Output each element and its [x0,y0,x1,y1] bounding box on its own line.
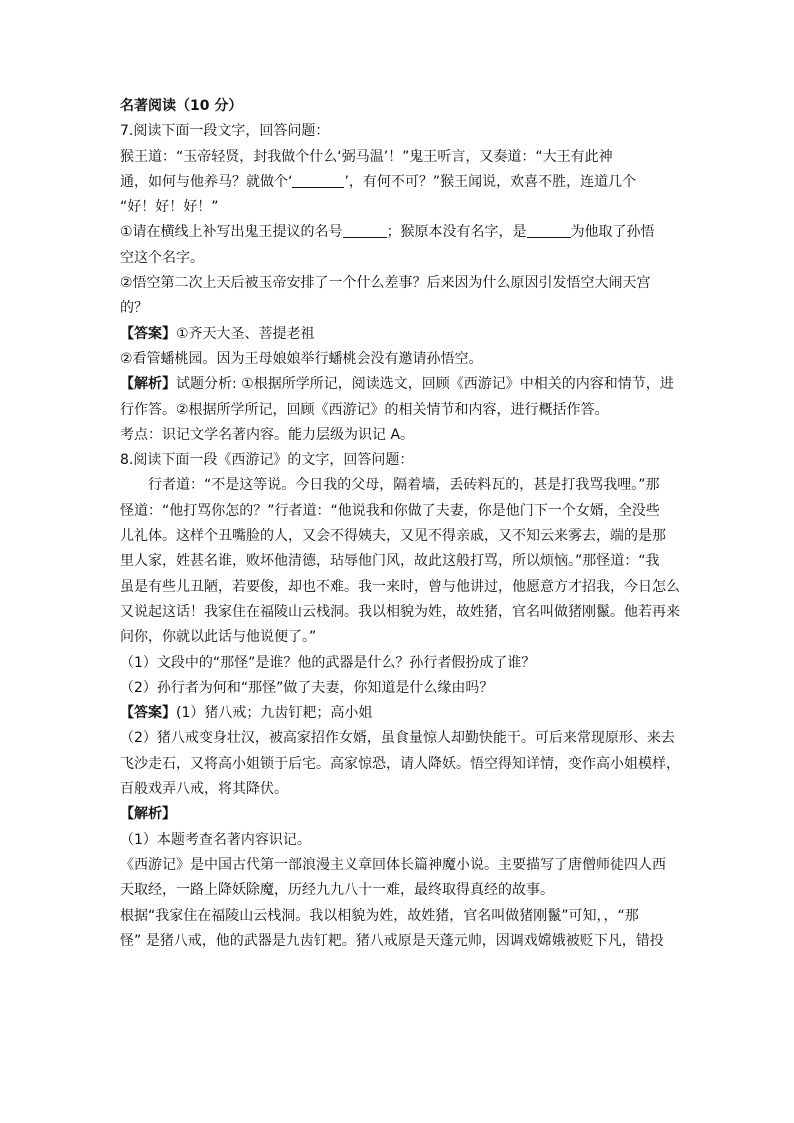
q7-sub2-line: 的？ [120,300,148,317]
section-title: 名著阅读（10 分） [120,98,243,114]
q8-analysis-line: （1）本题考查名著内容识记。 [120,831,311,848]
q7-sub1-line: 空这个名字。 [120,249,204,266]
q8-answer-line: 飞沙走石，又将高小姐锁于后宅。高家惊恐，请人降妖。悟空得知详情，变作高小姐模样， [120,755,680,772]
q7-sub1-text: ；猴原本没有名字，是 [386,224,527,241]
q7-answer-line: ②看管蟠桃园。因为王母娘娘举行蟠桃会没有邀请孙悟空。 [120,350,483,367]
q8-passage-line: 问你，你就以此话与他说便了。” [120,629,317,646]
q8-analysis-line: 天取经，一路上降妖除魔，历经九九八十一难，最终取得真经的故事。 [120,882,554,899]
q7-sub2-line: ②悟空第二次上天后被玉帝安排了一个什么差事？后来因为什么原因引发悟空大闹天宫 [120,275,651,292]
document-page [120,94,685,954]
q7-passage-line [120,170,685,195]
q7-sub1-text: ①请在横线上补写出鬼王提议的名号 [120,224,343,241]
q8-answer-line: （2）猪八戒变身壮汉，被高家招作女婿，虽食量惊人却勤快能干。可后来常现原形、来去 [120,730,675,747]
answer-label: 【答案】 [120,325,176,342]
answer-text: ①齐天大圣、菩提老祖 [176,325,315,342]
q7-answer-line [120,322,685,347]
q8-passage-line: 里人家，姓甚名谁，败坏他清德，玷辱他门风，故此这般打骂，所以烦恼。”那怪道：“我 [120,553,660,570]
answer-blank[interactable] [292,173,344,188]
analysis-text: 试题分析: ①根据所学所记，阅读选文，回顾《西游记》中相关的内容和情节，进 [176,376,674,393]
q8-answer-line: 百般戏弄八戒，将其降伏。 [120,781,288,798]
q8-passage-line: 行者道：“不是这等说。今日我的父母，隔着墙，丢砖料瓦的，甚是打我骂我哩。”那 [148,477,660,494]
q7-passage-line: “好！好！好！” [120,199,219,216]
q8-analysis-line: 怪” 是猪八戒，他的武器是九齿钉耙。猪八戒原是天蓬元帅，因调戏嫦娥被贬下凡，错投 [120,932,664,949]
q8-sub1: （1）文段中的“那怪”是谁？他的武器是什么？孙行者假扮成了谁？ [120,654,536,671]
q8-analysis-line: 根据“我家住在福陵山云栈洞。我以相貌为姓，故姓猪，官名叫做猪刚鬣”可知，，“那 [120,907,639,924]
q8-passage-line: 儿礼体。这样个丑嘴脸的人，又会不得姨夫，又见不得亲戚，又不知云来雾去，端的是那 [120,528,666,545]
answer-blank[interactable] [527,223,571,238]
analysis-label: 【解析】 [120,376,176,393]
q8-prompt: 8.阅读下面一段《西游记》的文字，回答问题： [120,452,414,469]
q8-passage-line: 虽是有些儿丑陋，若要俊，却也不难。我一来时，曾与他讲过，他愿意方才招我，今日怎么 [120,578,680,595]
q8-passage-line: 又说起这话！我家住在福陵山云栈洞。我以相貌为姓，故姓猪，官名叫做猪刚鬣。他若再来 [120,603,680,620]
q7-sub1-text: 为他取了孙悟 [570,224,655,241]
q7-analysis-line [120,372,685,397]
q8-answer-line [120,701,685,726]
q7-sub1-line [120,220,685,245]
q7-passage-text: ’，有何不可？”猴王闻说，欢喜不胜，连道几个 [344,173,637,190]
answer-label: 【答案】 [120,705,176,722]
q8-passage-line: 怪道：“他打骂你怎的？”行者道：“他说我和你做了夫妻，你是他门下一个女婿，全没些 [120,502,660,519]
q7-passage-text: 通，如何与他养马？就做个‘ [120,173,293,190]
q7-prompt: 7.阅读下面一段文字，回答问题： [120,123,330,140]
q7-passage-line: 猴王道：“玉帝轻贤，封我做个什么‘弼马温’！”鬼王听言，又奏道：“大王有此神 [120,148,613,165]
answer-text: (1）猪八戒；九齿钉耙；高小姐 [176,705,373,722]
q8-analysis-line: 《西游记》是中国古代第一部浪漫主义章回体长篇神魔小说。主要描写了唐僧师徒四人西 [120,856,666,873]
answer-blank[interactable] [343,223,387,238]
q8-sub2: （2）孙行者为何和“那怪”做了夫妻，你知道是什么缘由吗？ [120,679,494,696]
q7-kaodian: 考点：识记文学名著内容。能力层级为识记 A。 [120,426,415,443]
q7-analysis-line: 行作答。②根据所学所记，回顾《西游记》的相关情节和内容，进行概括作答。 [120,401,609,418]
analysis-label: 【解析】 [120,806,176,823]
